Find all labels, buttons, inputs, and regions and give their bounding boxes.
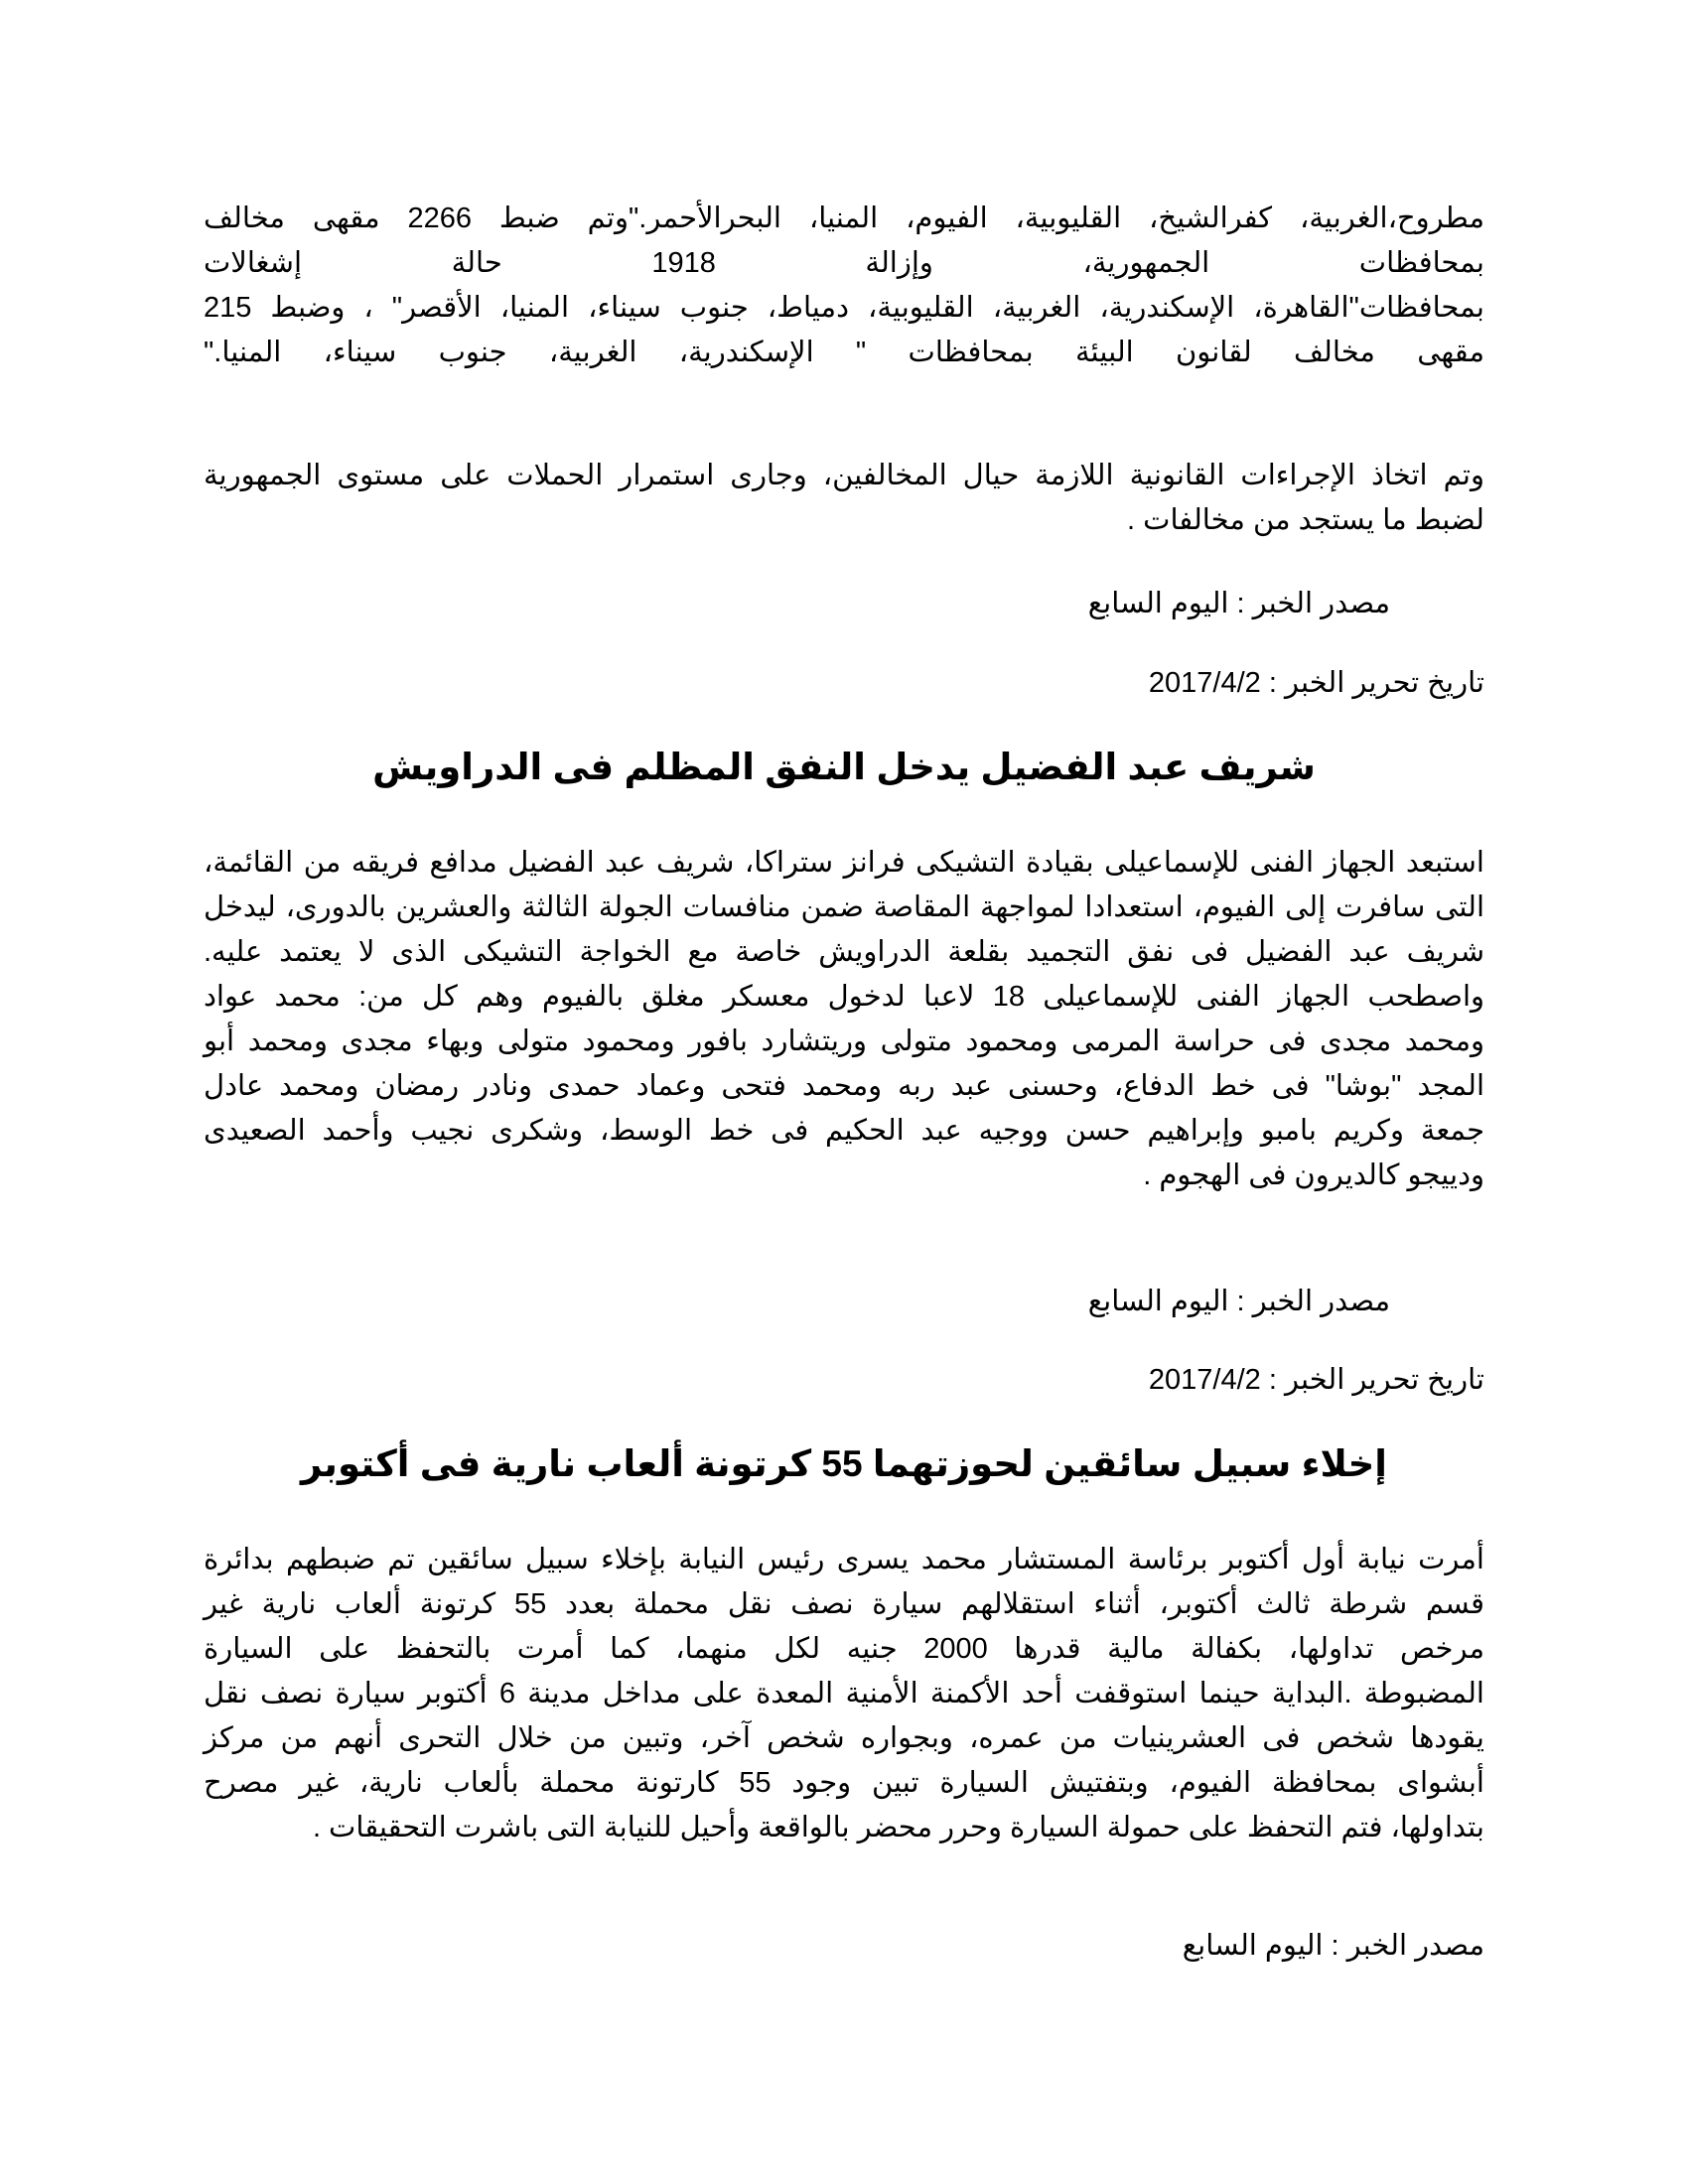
article1-paragraph1	[204, 197, 1484, 375]
article1-line-4: مقهى مخالف لقانون البيئة بمحافظات " الإسكندرية، الغربية، جنوب سيناء، المنيا."	[204, 337, 1484, 368]
article1-source: مصدر الخبر : اليوم السابع	[1087, 588, 1390, 619]
article1-line-2: بمحافظات الجمهورية، وإزالة 1918 حالة إشغالات	[204, 247, 1484, 279]
article2-line-2: التى سافرت إلى الفيوم، استعدادا لمواجهة المقاصة ضمن منافسات الجولة الثالثة والعشرين بالدورى، ليدخل	[204, 891, 1484, 923]
article3-line-3: مرخص تداولها، بكفالة مالية قدرها 2000 جنيه لكل منهما، كما أمرت بالتحفظ على السيارة	[204, 1633, 1484, 1665]
article3-line-2: قسم شرطة ثالث أكتوبر، أثناء استقلالهم سيارة نصف نقل محملة بعدد 55 كرتونة ألعاب نارية غير	[204, 1588, 1484, 1620]
article3-line-1: أمرت نيابة أول أكتوبر برئاسة المستشار محمد يسرى رئيس النيابة بإخلاء سبيل سائقين تم ضبطهم بدائرة	[204, 1544, 1484, 1575]
article2-line-1: استبعد الجهاز الفنى للإسماعيلى بقيادة التشيكى فرانز ستراكا، شريف عبد الفضيل مدافع فريقه من القائمة،	[204, 847, 1484, 879]
article1-p2-line-1: وتم اتخاذ الإجراءات القانونية اللازمة حيال المخالفين، وجارى استمرار الحملات على مستوى الجمهورية	[204, 460, 1484, 491]
article3-body	[204, 1538, 1484, 1850]
article2-body	[204, 841, 1484, 1198]
article2-line-6: المجد "بوشا" فى خط الدفاع، وحسنى عبد ربه ومحمد فتحى وعماد حمدى ونادر رمضان ومحمد عادل	[204, 1070, 1484, 1102]
article2-date: تاريخ تحرير الخبر : 2017/4/2	[1148, 667, 1484, 699]
article2-line-3: شريف عبد الفضيل فى نفق التجميد بقلعة الدراويش خاصة مع الخواجة التشيكى الذى لا يعتمد عليه.	[204, 936, 1484, 968]
article3-date: تاريخ تحرير الخبر : 2017/4/2	[1148, 1364, 1484, 1396]
article3-source: مصدر الخبر : اليوم السابع	[1182, 1930, 1484, 1962]
article3-line-5: يقودها شخص فى العشرينيات من عمره، وبجواره شخص آخر، وتبين من خلال التحرى أنهم من مركز	[204, 1722, 1484, 1754]
article2-line-5: ومحمد مجدى فى حراسة المرمى ومحمود متولى وريتشارد بافور ومحمود متولى وبهاء مجدى ومحمد أبو	[204, 1025, 1484, 1057]
article1-line-1: مطروح،الغربية، كفرالشيخ، القليوبية، الفيوم، المنيا، البحرالأحمر."وتم ضبط 2266 مقهى مخالف	[204, 203, 1484, 234]
article3-line-6: أبشواى بمحافظة الفيوم، وبتفتيش السيارة تبين وجود 55 كارتونة محملة بألعاب نارية، غير مصرح	[204, 1767, 1484, 1799]
article2-title: شريف عبد الفضيل يدخل النفق المظلم فى الدراويش	[372, 747, 1316, 787]
article3-line-7: بتداولها، فتم التحفظ على حمولة السيارة وحرر محضر بالواقعة وأحيل للنيابة التى باشرت التحقيقات .	[312, 1812, 1484, 1843]
article2-line-7: جمعة وكريم بامبو وإبراهيم حسن ووجيه عبد الحكيم فى خط الوسط، وشكرى نجيب وأحمد الصعيدى	[204, 1115, 1484, 1147]
article2-line-8: ودييجو كالديرون فى الهجوم .	[1143, 1160, 1484, 1191]
article2-source: مصدر الخبر : اليوم السابع	[1087, 1286, 1390, 1317]
article1-paragraph2	[204, 454, 1484, 543]
article2-line-4: واصطحب الجهاز الفنى للإسماعيلى 18 لاعبا لدخول معسكر مغلق بالفيوم وهم كل من: محمد عواد	[204, 981, 1485, 1013]
article3-title: إخلاء سبيل سائقين لحوزتهما 55 كرتونة ألعاب نارية فى أكتوبر	[301, 1443, 1387, 1484]
article1-p2-line-2: لضبط ما يستجد من مخالفات .	[1127, 504, 1484, 536]
article3-line-4: المضبوطة .البداية حينما استوقفت أحد الأكمنة الأمنية المعدة على مداخل مدينة 6 أكتوبر سيارة نصف نقل	[204, 1678, 1484, 1709]
article1-line-3: بمحافظات"القاهرة، الإسكندرية، الغربية، القليوبية، دمياط، جنوب سيناء، المنيا، الأقصر" ، وضبط 215	[204, 292, 1484, 324]
